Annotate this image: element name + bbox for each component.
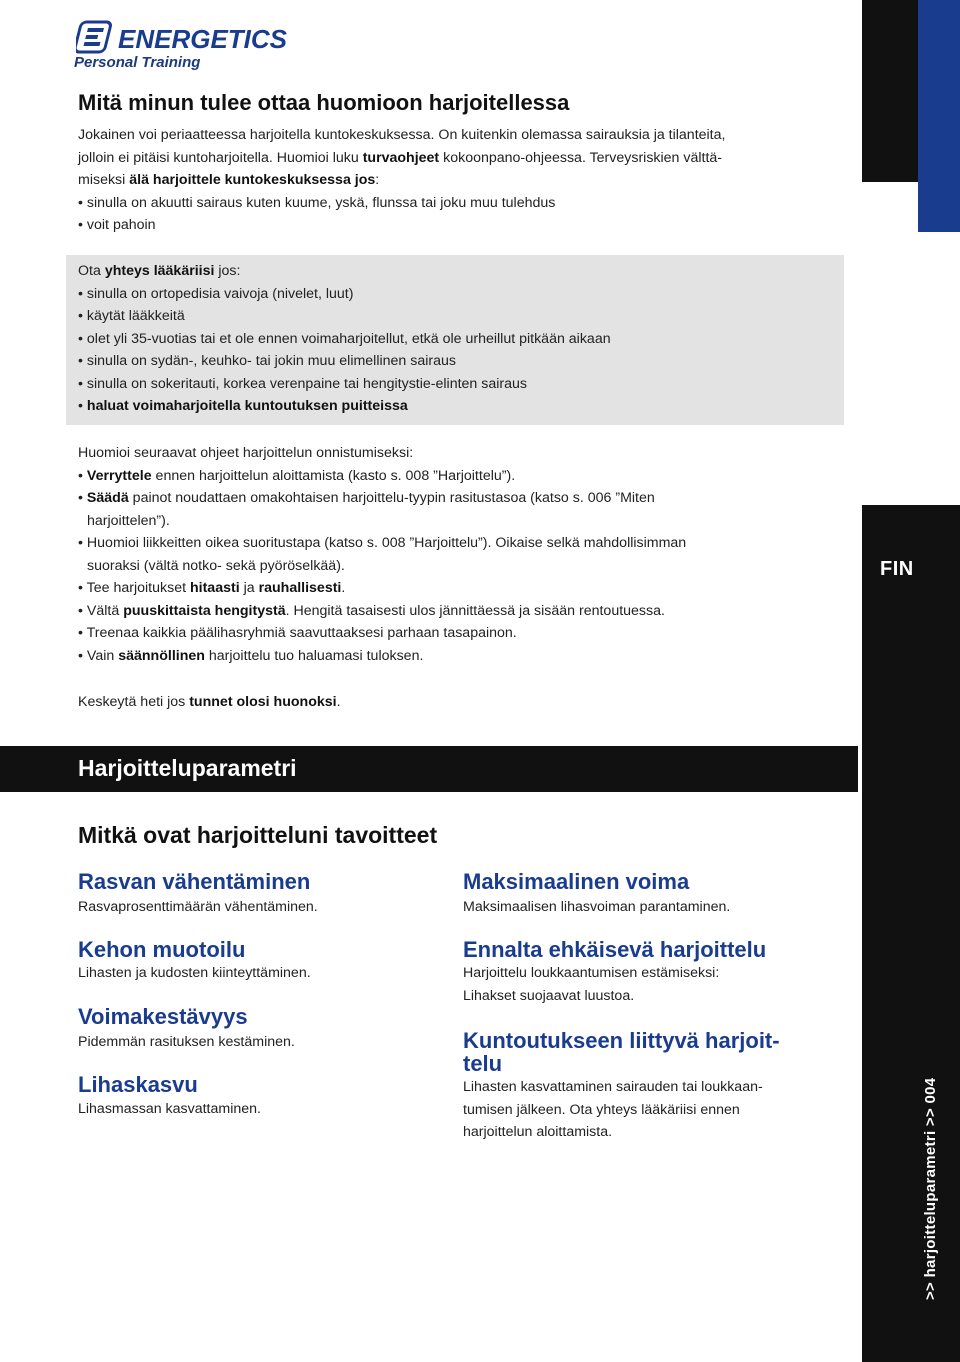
goal-desc [463,1076,763,1144]
tips-list [78,442,838,667]
intro-line-2 [78,147,838,170]
list-item: • sinulla on ortopedisia vaivoja (nivelet, luut) [78,283,838,306]
vertical-section-label: >> harjoitteluparametri >> 004 [922,1077,939,1300]
tips-lead: Huomioi seuraavat ohjeet harjoittelun onnistumiseksi: [78,445,414,461]
tip-text: . [341,580,346,596]
intro-paragraph [78,124,838,237]
tip-text: Vain [86,647,119,664]
list-item [78,395,838,418]
goal-desc [463,962,719,1007]
tip-bold-text: Säädä [86,490,129,506]
goal-title-line: telu [463,1051,503,1076]
list-item: • olet yli 35-vuotias tai et ole ennen voimaharjoitellut, etkä ole urheillut pitkään aikaan [78,328,838,351]
tip-bold-text: hitaasti [189,580,240,596]
list-item: • Huomioi liikkeitten oikea suoritustapa (katso s. 008 ”Harjoittelu”). Oikaise selkä mahdollisimman [78,532,838,555]
tip-text: ja [239,580,259,596]
brand-name: ENERGETICS [118,24,288,54]
doctor-bold-text: yhteys lääkäriisi [104,263,215,279]
stop-text: . [336,694,341,710]
stop-bold-text: tunnet olosi huonoksi [189,694,337,710]
intro-line-1: Jokainen voi periaatteessa harjoitella kuntokeskuksessa. On kuitenkin olemassa sairauksia ja tilanteita, [78,127,726,143]
list-item [78,645,838,668]
goal-desc: Pidemmän rasituksen kestäminen. [78,1034,295,1050]
goal-desc-line: Harjoittelu loukkaantumisen estämiseksi: [463,965,720,981]
list-item [78,465,838,488]
intro-text: miseksi [78,172,130,188]
tip-text: harjoittelu tuo haluamasi tuloksen. [204,647,424,664]
goal-title: Voimakestävyys [78,1004,248,1029]
goal-desc-line: Lihasten kasvattaminen sairauden tai loukkaan- [463,1079,763,1095]
goal-title: Ennalta ehkäisevä harjoittelu [463,937,767,962]
tip-bold-text: rauhallisesti [258,580,342,596]
brand-subtitle: Personal Training [74,54,201,71]
goal-desc: Lihasten ja kudosten kiinteyttäminen. [78,965,311,981]
list-item-continued: suoraksi (vältä notko- sekä pyöröselkää). [87,557,345,574]
goal-title: Kehon muotoilu [78,937,246,962]
tip-bold-text: Verryttele [86,467,152,484]
intro-title: Mitä minun tulee ottaa huomioon harjoitellessa [78,90,570,115]
tip-text: . Hengitä tasaisesti ulos jännittäessä ja sisään rentoutuessa. [285,602,665,619]
intro-text: kokoonpano-ohjeessa. Terveysriskien välttä- [439,149,723,166]
doctor-text: Ota [78,263,105,279]
tip-text: ennen harjoittelun aloittamista (kasto s. 008 ”Harjoittelu”). [151,467,516,484]
list-item: • Treenaa kaikkia päälihasryhmiä saavuttaaksesi parhaan tasapainon. [78,622,838,645]
tip-bold-text: säännöllinen [118,647,205,664]
tip-bold-text: puuskittaista hengitystä [123,602,286,619]
language-label: FIN [880,558,914,580]
list-item: • voit pahoin [78,214,838,237]
doctor-lead [78,260,838,283]
list-item [78,577,838,600]
intro-line-3 [78,169,838,192]
list-item: • sinulla on akuutti sairaus kuten kuume, yskä, flunssa tai joku muu tulehdus [78,192,838,215]
stop-text: Keskeytä heti jos [78,694,190,710]
goal-desc: Lihasmassan kasvattaminen. [78,1101,261,1117]
goal-desc: Maksimaalisen lihasvoiman parantaminen. [463,899,731,915]
goal-title: Lihaskasvu [78,1072,198,1097]
intro-text: jolloin ei pitäisi kuntoharjoitella. Huomioi luku [78,149,363,166]
goal-desc-line: tumisen jälkeen. Ota yhteys lääkäriisi ennen [463,1101,740,1118]
tip-text: Tee harjoitukset [86,580,190,596]
top-black-tab [862,0,918,182]
list-item-continued: harjoittelen”). [87,512,170,529]
list-item [78,600,838,623]
goal-title-line: Kuntoutukseen liittyvä harjoit- [463,1028,780,1053]
goal-title: Maksimaalinen voima [463,869,690,894]
doctor-list [78,260,838,418]
intro-bold-text: turvaohjeet [362,149,440,166]
list-item: • sinulla on sokeritauti, korkea verenpaine tai hengitystie-elinten sairaus [78,373,838,396]
tip-text: painot noudattaen omakohtaisen harjoittelu-tyypin rasitustasoa (katso s. 006 ”Miten [128,490,655,506]
list-item: • sinulla on sydän-, keuhko- tai jokin muu elimellinen sairaus [78,350,838,373]
list-item [78,487,838,510]
list-item: • käytät lääkkeitä [78,305,838,328]
goal-title [463,1029,780,1075]
top-blue-tab [918,0,960,232]
goal-desc-line: harjoittelun aloittamista. [463,1124,613,1140]
doctor-bold-text: haluat voimaharjoitella kuntoutuksen puitteissa [86,398,408,414]
doctor-text: jos: [214,263,241,279]
intro-bold-text: älä harjoittele kuntokeskuksessa jos [129,172,376,188]
intro-text: : [375,172,380,188]
section-title: Harjoitteluparametri [78,755,297,781]
tip-text: Vältä [86,602,124,619]
goals-title: Mitkä ovat harjoitteluni tavoitteet [78,822,438,848]
goal-desc: Rasvaprosenttimäärän vähentäminen. [78,899,318,915]
stop-note [78,691,838,714]
goal-desc-line: Lihakset suojaavat luustoa. [463,987,635,1004]
goal-title: Rasvan vähentäminen [78,869,311,894]
side-bar [862,505,960,1362]
section-header [0,746,858,792]
